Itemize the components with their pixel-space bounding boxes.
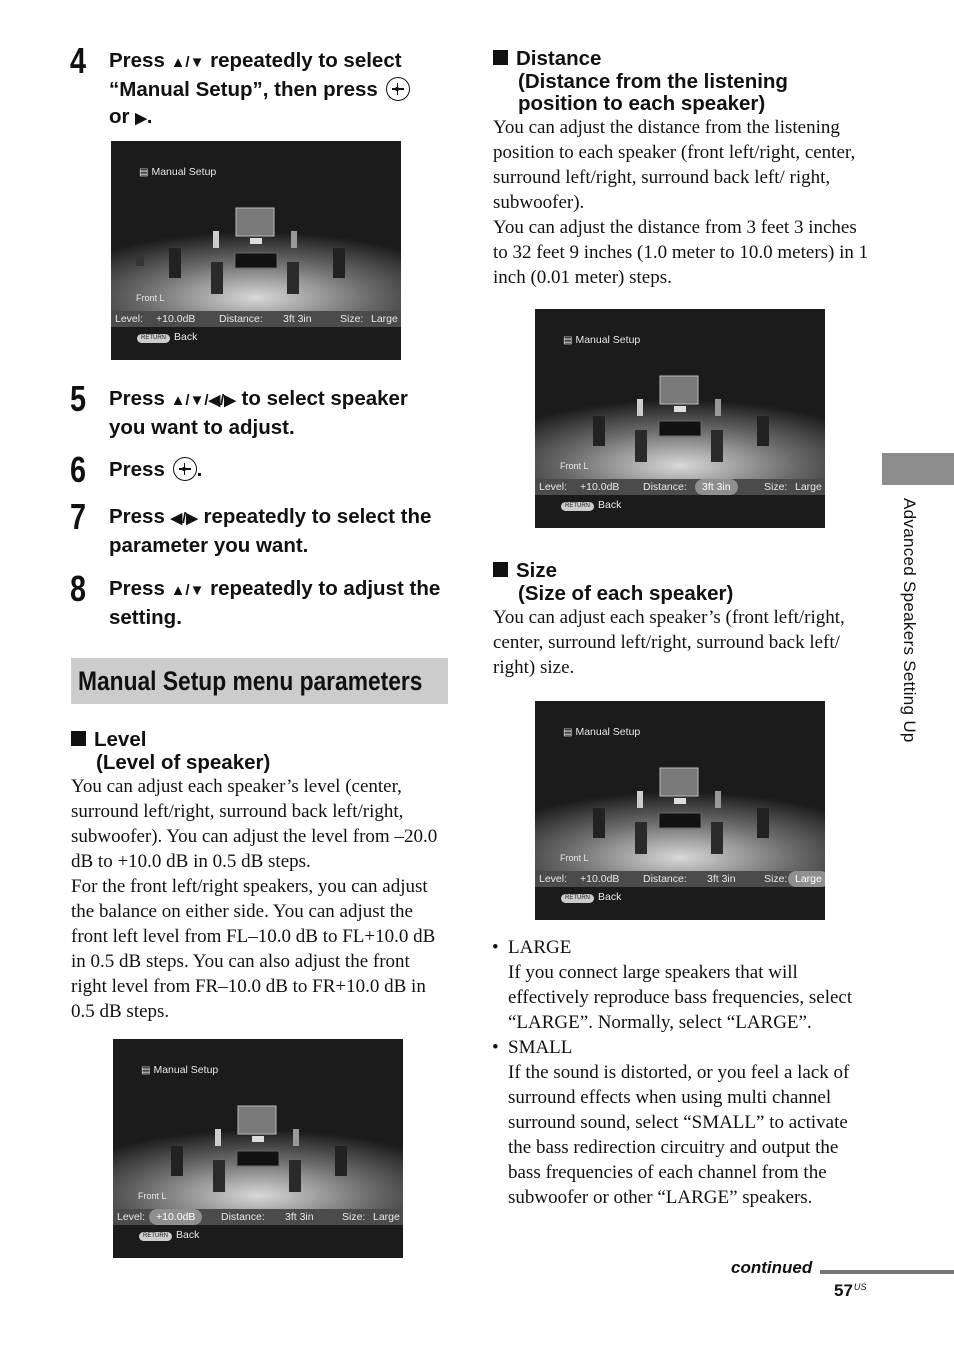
step-8 [70,568,450,631]
return-key-icon: RETURN [139,1232,172,1241]
distance-value: 3ft 3in [707,873,736,885]
level-value-highlighted: +10.0dB [149,1209,202,1225]
level-body: You can adjust each speaker’s level (center, surround left/right, surround back left/right, subwoofer). You can adjust the level from –20.0 dB to +10.0 dB in 0.5 dB steps. For the front left/right speakers, you can adjust the balance on either side. You can adjust the front left level from FL–10.0 dB to FL+10.0 dB in 0.5 dB steps. You can also adjust the front right level from FR–10.0 dB to FR+10.0 dB in 0.5 dB steps. [71,776,438,1022]
level-screen [113,1039,403,1258]
status-bar: Level: +10.0dB Distance: 3ft 3in Size: Large [535,871,825,887]
return-key-icon: RETURN [561,894,594,903]
page-number: $57^{US}$ [834,1281,867,1300]
distance-heading: Distance (Distance from the listening position to each speaker) [493,48,788,116]
up-down-arrow-icon: ▲/▼ [170,54,205,71]
continued-rule [820,1270,954,1274]
square-bullet-icon [493,562,508,577]
size-value: Large [371,313,398,325]
right-arrow-icon: ▶ [135,110,147,127]
square-bullet-icon [71,731,86,746]
step-number: 7 [70,496,87,537]
speaker-label: Front L [136,293,165,303]
distance-body: You can adjust the distance from the listening position to each speaker (front left/right, center, surround left/right, surround back left/ right, subwoofer). You can adjust the distance from 3 feet 3 inches to 32 feet 9 inches (1.0 meter to 10.0 meters) in 1 inch (0.01 meter) steps. [493,117,869,288]
screen-title: ▤ Manual Setup [141,1064,218,1076]
chapter-tab [882,453,954,485]
up-down-arrow-icon: ▲/▼ [170,582,205,599]
step-5 [70,378,450,441]
screen-title: ▤ Manual Setup [563,334,640,346]
back-hint: RETURN Back [137,331,197,343]
size-options-list [492,935,872,1210]
level-value: +10.0dB [156,313,196,325]
size-body: You can adjust each speaker’s (front left/right, center, surround left/right, surround back left/ right) size. [493,607,845,678]
distance-value: 3ft 3in [283,313,312,325]
step-number: 4 [70,40,87,81]
step-text: Press ▲/▼ repeatedly to select “Manual Setup”, then press or ▶. [109,47,450,132]
step-text: Press ▲/▼/◀/▶ to select speaker you want to adjust. [109,387,408,439]
level-value: +10.0dB [580,873,620,885]
chapter-label: Advanced Speakers Setting Up [900,498,919,743]
size-value: Large [373,1211,400,1223]
speaker-label: Front L [560,461,589,471]
level-value: +10.0dB [580,481,620,493]
step-6 [70,449,450,490]
enter-button-icon [386,77,410,101]
step-4 [70,40,450,132]
section-header [71,658,448,704]
distance-screen [535,309,825,528]
speaker-label: Front L [138,1191,167,1201]
step-number: 6 [70,449,87,490]
screen-title: ▤ Manual Setup [139,166,216,178]
return-key-icon: RETURN [561,502,594,511]
back-hint: RETURN Back [561,499,621,511]
size-value: Large [795,481,822,493]
status-bar: Level: +10.0dB Distance: 3ft 3in Size: Large [113,1209,403,1225]
speaker-label: Front L [560,853,589,863]
status-bar: Level: +10.0dB Distance: 3ft 3in Size: Large [111,311,401,327]
level-heading: Level (Level of speaker) [71,729,270,774]
left-right-arrow-icon: ◀/▶ [170,510,198,527]
list-item: • LARGE If you connect large speakers that will effectively reproduce bass frequencies, select “LARGE”. Normally, select “LARGE”. [492,935,872,1035]
continued-label: continued [731,1258,813,1277]
square-bullet-icon [493,50,508,65]
screen-title: ▤ Manual Setup [563,726,640,738]
distance-value: 3ft 3in [285,1211,314,1223]
back-hint: RETURN Back [561,891,621,903]
step-number: 8 [70,568,87,609]
manual-setup-screen [111,141,401,360]
enter-button-icon [173,457,197,481]
section-title: Manual Setup menu parameters [78,666,423,696]
list-item: • SMALL If the sound is distorted, or you feel a lack of surround effects when using multi channel surround sound, select “SMALL” to activate the bass redirection circuitry and output the bass frequencies of each channel from the subwoofer or other “LARGE” speakers. [492,1035,872,1210]
return-key-icon: RETURN [137,334,170,343]
size-value-highlighted: Large [788,871,825,887]
size-screen [535,701,825,920]
step-text: Press . [109,458,203,481]
distance-value-highlighted: 3ft 3in [695,479,738,495]
size-heading: Size (Size of each speaker) [493,560,733,605]
back-hint: RETURN Back [139,1229,199,1241]
status-bar: Level: +10.0dB Distance: 3ft 3in Size: Large [535,479,825,495]
step-number: 5 [70,378,87,419]
step-7 [70,496,450,559]
step-text: Press ◀/▶ repeatedly to select the parameter you want. [109,505,432,557]
step-text: Press ▲/▼ repeatedly to adjust the setting. [109,577,441,629]
four-way-arrow-icon: ▲/▼/◀/▶ [170,392,236,409]
